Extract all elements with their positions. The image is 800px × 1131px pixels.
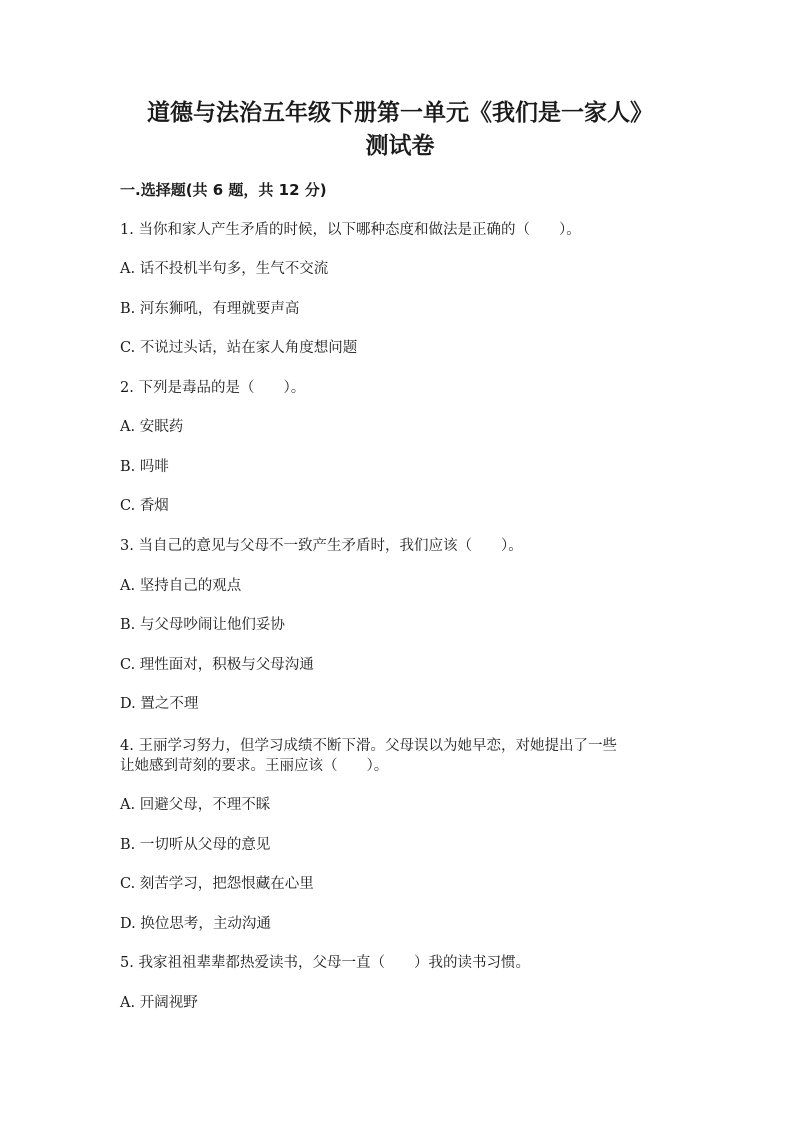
option-a: A. 坚持自己的观点 — [120, 578, 242, 594]
title-line-2: 测试卷 — [365, 133, 435, 159]
option-a: A. 回避父母，不理不睬 — [120, 797, 271, 813]
title-line-1: 道德与法治五年级下册第一单元《我们是一家人》 — [147, 100, 653, 126]
option-b: B. 一切听从父母的意见 — [120, 837, 271, 853]
question-stem-line-2: 让她感到苛刻的要求。王丽应该（ ）。 — [120, 758, 389, 774]
option-c: C. 理性面对，积极与父母沟通 — [120, 657, 314, 673]
option-d: D. 换位思考，主动沟通 — [120, 916, 271, 932]
question-stem: 3. 当自己的意见与父母不一致产生矛盾时，我们应该（ ）。 — [120, 538, 523, 554]
question-stem: 1. 当你和家人产生矛盾的时候，以下哪种态度和做法是正确的（ ）。 — [120, 222, 581, 238]
option-d: D. 置之不理 — [120, 696, 199, 712]
option-b: B. 吗啡 — [120, 459, 169, 475]
question-stem-line-1: 4. 王丽学习努力，但学习成绩不断下滑。父母误以为她早恋，对她提出了一些 — [120, 738, 617, 754]
option-c: C. 香烟 — [120, 498, 169, 514]
option-c: C. 不说过头话，站在家人角度想问题 — [120, 340, 358, 356]
option-b: B. 河东狮吼，有理就要声高 — [120, 301, 300, 317]
option-a: A. 话不投机半句多，生气不交流 — [120, 261, 329, 277]
option-c: C. 刻苦学习，把怨恨藏在心里 — [120, 876, 314, 892]
section-heading: 一.选择题(共 6 题，共 12 分) — [120, 181, 327, 199]
option-b: B. 与父母吵闹让他们妥协 — [120, 617, 285, 633]
question-stem: 5. 我家祖祖辈辈都热爱读书，父母一直（ ）我的读书习惯。 — [120, 955, 530, 971]
option-a: A. 安眠药 — [120, 419, 184, 435]
option-a: A. 开阔视野 — [120, 995, 198, 1011]
question-stem: 2. 下列是毒品的是（ ）。 — [120, 380, 306, 396]
